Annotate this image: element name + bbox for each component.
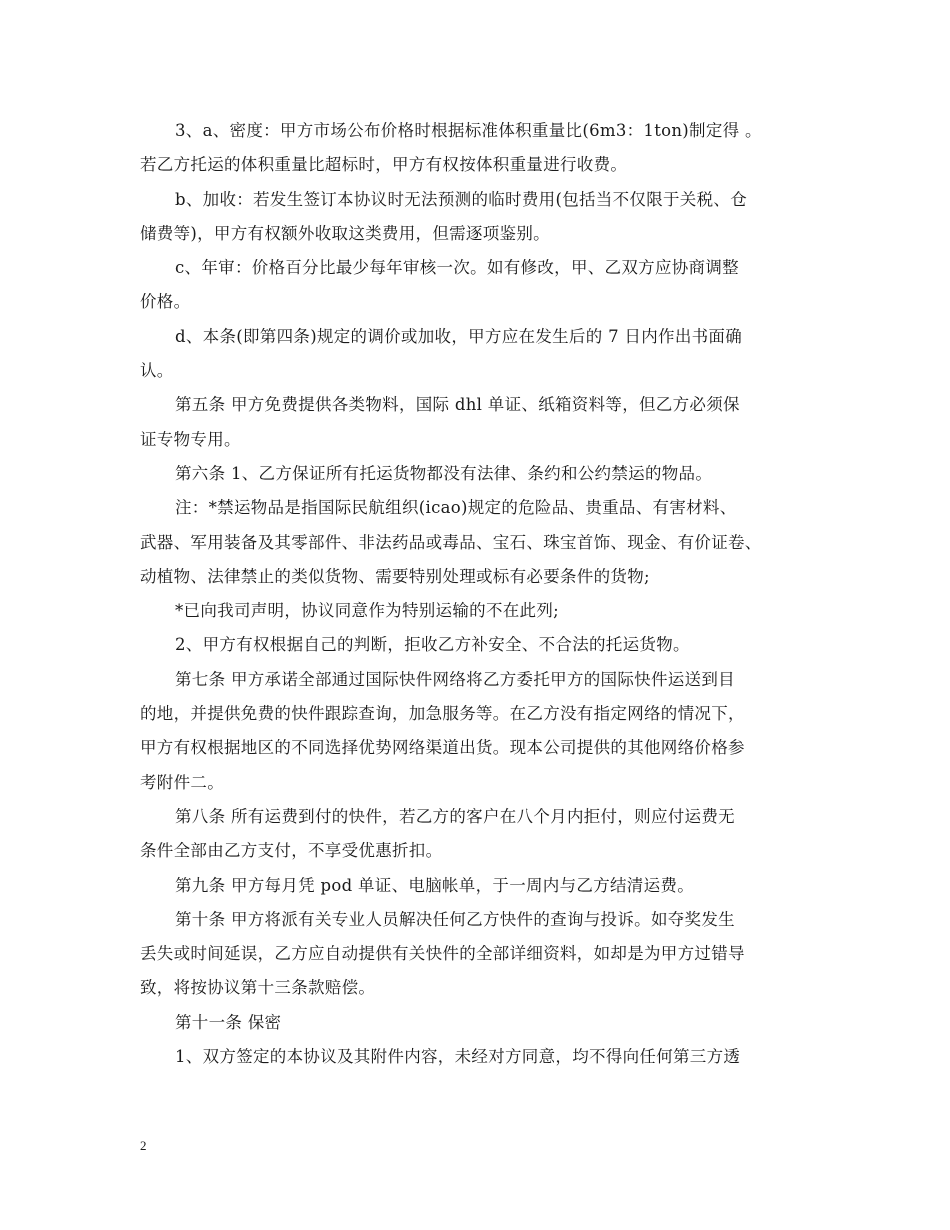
- text-line: 第七条 甲方承诺全部通过国际快件网络将乙方委托甲方的国际快件运送到目: [175, 669, 735, 689]
- text-line: 注：*禁运物品是指国际民航组织(icao)规定的危险品、贵重品、有害材料、: [175, 498, 737, 518]
- text-line: 第八条 所有运费到付的快件，若乙方的客户在八个月内拒付，则应付运费无: [175, 806, 735, 826]
- text-line: 第五条 甲方免费提供各类物料，国际 dhl 单证、纸箱资料等，但乙方必须保: [175, 395, 740, 415]
- text-line: c、年审：价格百分比最少每年审核一次。如有修改，甲、乙双方应协商调整: [175, 258, 739, 278]
- text-line: 丢失或时间延误，乙方应自动提供有关快件的全部详细资料，如却是为甲方过错导: [140, 944, 745, 964]
- text-line: d、本条(即第四条)规定的调价或加收，甲方应在发生后的 7 日内作出书面确: [175, 326, 743, 346]
- text-line: 第九条 甲方每月凭 pod 单证、电脑帐单，于一周内与乙方结清运费。: [175, 875, 694, 895]
- text-line: 2、甲方有权根据自己的判断，拒收乙方补安全、不合法的托运货物。: [175, 635, 690, 655]
- text-line: b、加收：若发生签订本协议时无法预测的临时费用(包括当不仅限于关税、仓: [175, 189, 747, 209]
- text-line: 致，将按协议第十三条款赔偿。: [140, 978, 376, 998]
- text-line: 的地，并提供免费的快件跟踪查询，加急服务等。在乙方没有指定网络的情况下，: [140, 704, 745, 724]
- text-line: 第六条 1、乙方保证所有托运货物都没有法律、条约和公约禁运的物品。: [175, 463, 713, 483]
- text-line: 第十一条 保密: [175, 1012, 282, 1032]
- text-line: *已向我司声明，协议同意作为特别运输的不在此列;: [175, 601, 560, 621]
- page-number: 2: [140, 1138, 147, 1153]
- text-line: 价格。: [140, 292, 191, 312]
- text-line: 条件全部由乙方支付，不享受优惠折扣。: [140, 841, 443, 861]
- text-line: 考附件二。: [140, 772, 224, 792]
- text-line: 甲方有权根据地区的不同选择优势网络渠道出货。现本公司提供的其他网络价格参: [140, 738, 745, 758]
- text-line: 动植物、法律禁止的类似货物、需要特别处理或标有必要条件的货物;: [140, 566, 650, 586]
- document-body: [140, 114, 820, 1074]
- text-line: 1、双方签定的本协议及其附件内容，未经对方同意，均不得向任何第三方透: [175, 1047, 741, 1067]
- text-line: 认。: [140, 361, 174, 381]
- text-line: 储费等)，甲方有权额外收取这类费用，但需逐项鉴别。: [140, 223, 550, 243]
- text-line: 3、a、密度：甲方市场公布价格时根据标准体积重量比(6m3：1ton)制定得 。: [175, 121, 762, 140]
- text-line: 第十条 甲方将派有关专业人员解决任何乙方快件的查询与投诉。如夺奖发生: [175, 909, 735, 929]
- text-line: 证专物专用。: [140, 429, 241, 449]
- text-line: 若乙方托运的体积重量比超标时，甲方有权按体积重量进行收费。: [140, 155, 628, 175]
- text-line: 武器、军用装备及其零部件、非法药品或毒品、宝石、珠宝首饰、现金、有价证卷、: [140, 532, 762, 552]
